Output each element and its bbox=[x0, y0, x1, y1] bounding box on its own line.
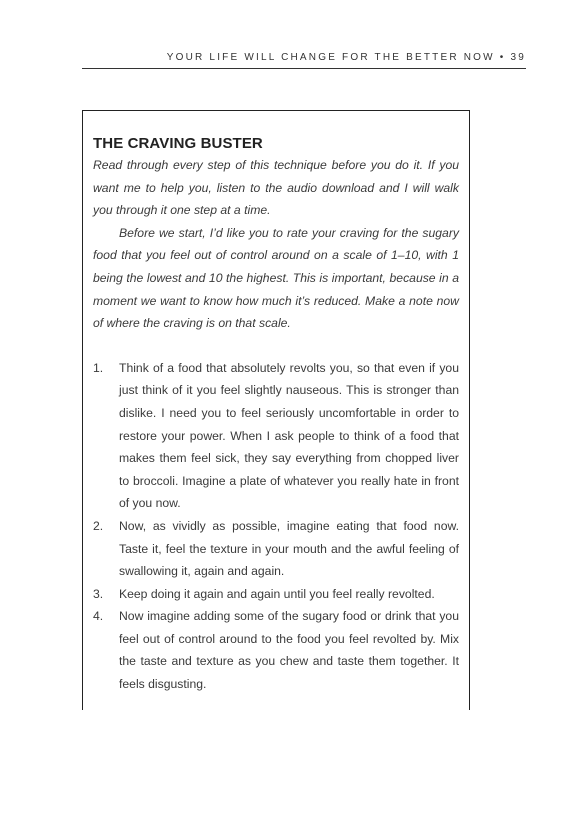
header-separator: • bbox=[499, 52, 506, 63]
intro-text bbox=[93, 154, 459, 335]
step-number: 2. bbox=[93, 518, 104, 533]
running-title: YOUR LIFE WILL CHANGE FOR THE BETTER NOW bbox=[166, 52, 495, 63]
technique-box bbox=[82, 110, 470, 710]
page-number: 39 bbox=[510, 52, 526, 63]
step-text: Now, as vividly as possible, imagine eating that food now. Taste it, feel the texture in your mouth and the awful feeling of swallowing it, again and again. bbox=[119, 518, 459, 579]
intro-paragraph: Before we start, I’d like you to rate your craving for the sugary food that you feel out of control around on a scale of 1–10, with 1 being the lowest and 10 the highest. This is important, because in a moment we want to know how much it’s reduced. Make a note now of where the craving is on that scale. bbox=[93, 225, 459, 331]
step-number: 4. bbox=[93, 609, 104, 624]
step-text: Now imagine adding some of the sugary food or drink that you feel out of control around to the food you feel revolted by. Mix the taste and texture as you chew and taste them together. It feels disgusting. bbox=[119, 609, 459, 692]
intro-paragraph: Read through every step of this technique before you do it. If you want me to help you, listen to the audio download and I will walk you through it one step at a time. bbox=[93, 158, 459, 218]
box-title: THE CRAVING BUSTER bbox=[93, 135, 263, 152]
list-item bbox=[93, 605, 459, 695]
list-item bbox=[93, 583, 459, 606]
technique-box-content bbox=[93, 135, 459, 696]
step-number: 3. bbox=[93, 586, 104, 601]
step-text: Keep doing it again and again until you feel really revolted. bbox=[119, 586, 435, 601]
steps-list bbox=[93, 357, 459, 696]
list-item bbox=[93, 357, 459, 515]
running-header bbox=[82, 52, 526, 63]
step-text: Think of a food that absolutely revolts you, so that even if you just think of it you feel slightly nauseous. This is stronger than dislike. I need you to feel seriously uncomfortable in order to restore your power. When I ask people to think of a food that makes them feel sick, they say everything from chopped liver to broccoli. Imagine a plate of whatever you really hate in front of you now. bbox=[119, 360, 459, 511]
list-item bbox=[93, 515, 459, 583]
step-number: 1. bbox=[93, 360, 104, 375]
header-rule bbox=[82, 68, 526, 69]
